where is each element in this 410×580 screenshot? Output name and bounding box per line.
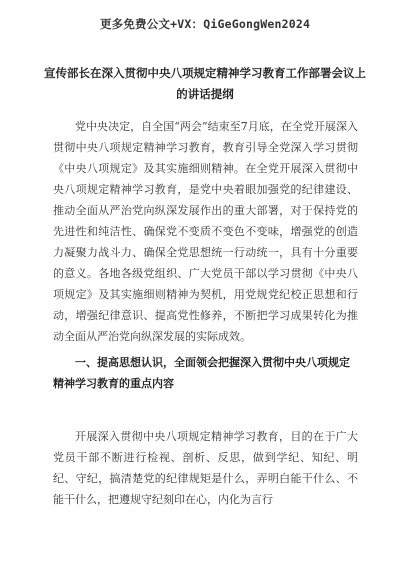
section-heading: 一、提高思想认识，全面领会把握深入贯彻中央八项规定精神学习教育的重点内容 [53, 356, 350, 390]
document-title: 宣传部长在深入贯彻中央八项规定精神学习教育工作部署会议上的讲话提纲 [44, 66, 366, 101]
watermark-text: 更多免费公文+VX：QiGeGongWen2024 [99, 17, 311, 31]
body-paragraph: 党中央决定，自全国“两会”结束至7月底，在全党开展深入贯彻中央八项规定精神学习教育，教育引导全党深入学习贯彻《中央八项规定》及其实施细则精神。在全党开展深入贯彻中央八项规定精神学习教育，是党中央着眼加强党的纪律建设、推动全面从严治党向纵深发展作出的重大部署，对于保持党的先进性和纯洁性、确保党不变质不变色不变味，增强党的创造力凝聚力战斗力、确保全党思想统一行动统一，具有十分重要的意义。各地各级党组织、广大党员干部以学习贯彻《中央八项规定》及其实施细则精神为契机，用党规党纪校正思想和行动，增强纪律意识、提高党性修养，不断把学习成果转化为推动全面从严治党向纵深发展的实际成效。 [53, 120, 358, 343]
section-paragraph: 开展深入贯彻中央八项规定精神学习教育，目的在于广大党员干部不断进行检视、剖析、反思，做到学纪、知纪、明纪、守纪，搞清楚党的纪律规矩是什么，弄明白能干什么、不能干什么，把遵规守纪刻印在心，内化为言行 [53, 430, 358, 506]
